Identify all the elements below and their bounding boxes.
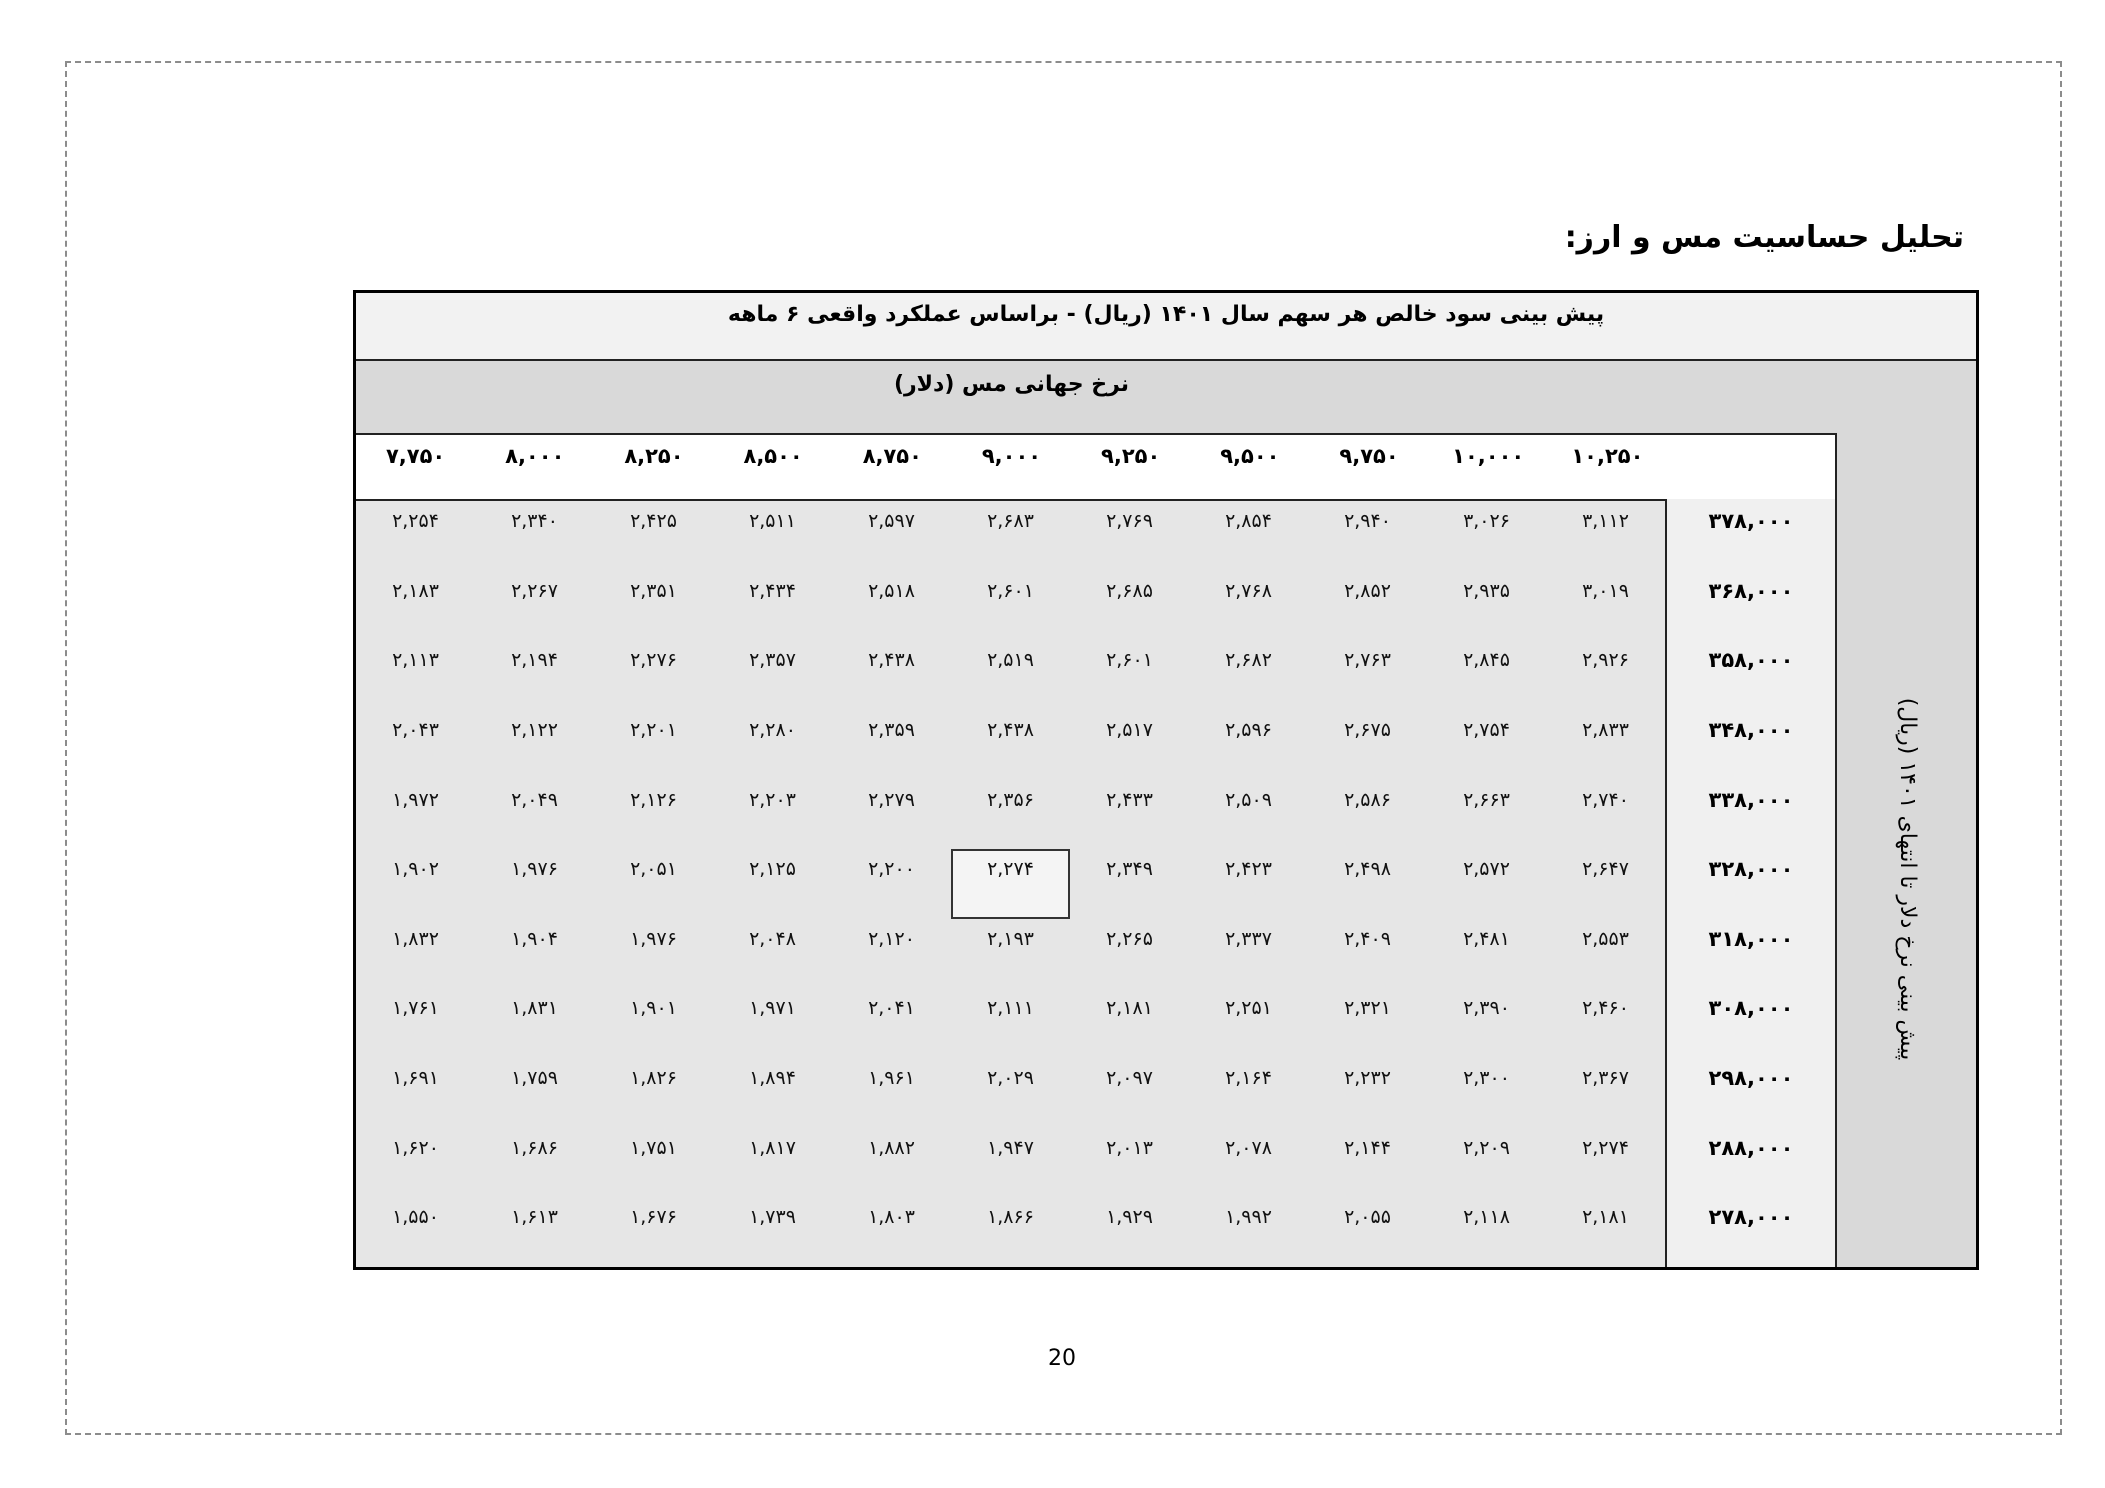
eps-cell: ۲,۵۵۳ bbox=[1582, 927, 1629, 950]
table-caption: پیش بینی سود خالص هر سهم سال ۱۴۰۱ (ریال) - براساس عملکرد واقعی ۶ ماهه bbox=[356, 293, 1976, 361]
eps-cell: ۲,۳۹۰ bbox=[1463, 997, 1510, 1020]
eps-cell: ۲,۱۹۴ bbox=[511, 649, 558, 672]
column-header-copper-price: ۸,۰۰۰ bbox=[505, 444, 565, 468]
row-axis-band bbox=[1835, 433, 1976, 1267]
column-header-copper-price: ۸,۷۵۰ bbox=[862, 444, 922, 468]
eps-cell: ۲,۳۵۷ bbox=[749, 649, 796, 672]
eps-cell: ۱,۹۰۲ bbox=[392, 858, 439, 881]
eps-cell: ۲,۲۶۷ bbox=[511, 579, 558, 602]
eps-cell: ۲,۷۶۹ bbox=[1106, 510, 1153, 532]
eps-cell: ۱,۷۶۱ bbox=[392, 997, 439, 1020]
row-header-column bbox=[1667, 499, 1835, 1267]
eps-cell: ۱,۶۹۱ bbox=[392, 1067, 439, 1090]
eps-cell: ۱,۹۶۱ bbox=[868, 1067, 915, 1090]
eps-cell: ۱,۹۷۶ bbox=[511, 858, 558, 881]
eps-cell: ۲,۶۰۱ bbox=[1106, 649, 1153, 672]
eps-cell: ۲,۷۴۰ bbox=[1582, 788, 1629, 811]
eps-cell: ۱,۶۲۰ bbox=[392, 1136, 439, 1159]
eps-cell: ۲,۵۹۶ bbox=[1225, 718, 1272, 741]
eps-cell: ۱,۸۶۶ bbox=[987, 1206, 1034, 1229]
eps-cell: ۲,۰۴۳ bbox=[392, 718, 439, 741]
eps-cell: ۲,۳۲۱ bbox=[1344, 997, 1391, 1020]
eps-cell: ۳,۰۲۶ bbox=[1463, 510, 1510, 532]
eps-cell: ۲,۱۸۳ bbox=[392, 579, 439, 602]
eps-cell: ۱,۸۰۳ bbox=[868, 1206, 915, 1229]
eps-cell: ۱,۷۵۹ bbox=[511, 1067, 558, 1090]
eps-cell: ۲,۵۹۷ bbox=[868, 510, 915, 532]
eps-cell: ۲,۹۳۵ bbox=[1463, 579, 1510, 602]
row-header-dollar-rate: ۳۰۸,۰۰۰ bbox=[1708, 996, 1794, 1021]
sensitivity-table bbox=[353, 290, 1979, 1270]
eps-cell: ۱,۹۴۷ bbox=[987, 1136, 1034, 1159]
row-header-dollar-rate: ۳۱۸,۰۰۰ bbox=[1708, 926, 1794, 951]
page-number: 20 bbox=[1048, 1346, 1076, 1371]
eps-cell: ۱,۸۳۱ bbox=[511, 997, 558, 1020]
row-header-dollar-rate: ۲۷۸,۰۰۰ bbox=[1708, 1205, 1794, 1230]
eps-cell: ۲,۴۳۳ bbox=[1106, 788, 1153, 811]
row-axis-label: پیش بینی نرخ دلار تا انتهای ۱۴۰۱ (ریال) bbox=[1894, 697, 1920, 1061]
eps-cell: ۲,۱۹۳ bbox=[987, 927, 1034, 950]
eps-cell: ۲,۱۴۴ bbox=[1344, 1136, 1391, 1159]
eps-cell: ۲,۷۶۳ bbox=[1344, 649, 1391, 672]
eps-cell: ۲,۶۸۲ bbox=[1225, 649, 1272, 672]
eps-cell: ۱,۹۷۱ bbox=[749, 997, 796, 1020]
eps-cell: ۲,۰۴۸ bbox=[749, 927, 796, 950]
eps-cell: ۱,۷۵۱ bbox=[630, 1136, 677, 1159]
eps-cell: ۲,۰۴۹ bbox=[511, 788, 558, 811]
row-header-dollar-rate: ۲۸۸,۰۰۰ bbox=[1708, 1135, 1794, 1160]
eps-cell: ۲,۵۱۹ bbox=[987, 649, 1034, 672]
eps-cell: ۲,۷۵۴ bbox=[1463, 718, 1510, 741]
column-header-copper-price: ۸,۵۰۰ bbox=[743, 444, 803, 468]
column-header-copper-price: ۹,۰۰۰ bbox=[981, 444, 1042, 468]
column-header-row bbox=[356, 433, 1835, 499]
eps-cell: ۲,۲۷۹ bbox=[868, 788, 915, 811]
eps-cell: ۲,۰۲۹ bbox=[987, 1067, 1034, 1090]
eps-cell: ۱,۹۰۱ bbox=[630, 997, 677, 1020]
eps-cell: ۱,۹۲۹ bbox=[1106, 1206, 1153, 1229]
eps-cell: ۲,۵۱۱ bbox=[749, 510, 796, 532]
eps-cell: ۲,۳۵۹ bbox=[868, 718, 915, 741]
row-header-dollar-rate: ۳۲۸,۰۰۰ bbox=[1708, 857, 1794, 882]
eps-cell: ۲,۵۸۶ bbox=[1344, 788, 1391, 811]
eps-cell: ۱,۵۵۰ bbox=[392, 1206, 439, 1229]
eps-cell: ۱,۹۰۴ bbox=[511, 927, 558, 950]
data-grid bbox=[356, 499, 1667, 1267]
column-header-copper-price: ۱۰,۰۰۰ bbox=[1452, 444, 1525, 468]
eps-cell: ۲,۵۱۷ bbox=[1106, 718, 1153, 741]
eps-cell: ۱,۶۷۶ bbox=[630, 1206, 677, 1229]
eps-cell: ۲,۱۱۸ bbox=[1463, 1206, 1510, 1229]
eps-cell: ۲,۳۴۹ bbox=[1106, 858, 1153, 881]
eps-cell: ۲,۴۳۴ bbox=[749, 579, 796, 602]
eps-cell: ۱,۸۲۶ bbox=[630, 1067, 677, 1090]
eps-cell: ۲,۱۲۲ bbox=[511, 718, 558, 741]
eps-cell: ۲,۳۶۷ bbox=[1582, 1067, 1629, 1090]
row-header-dollar-rate: ۳۴۸,۰۰۰ bbox=[1708, 717, 1794, 742]
eps-cell: ۲,۲۰۰ bbox=[868, 858, 915, 881]
eps-cell: ۲,۱۱۱ bbox=[987, 997, 1034, 1020]
eps-cell: ۱,۷۳۹ bbox=[749, 1206, 796, 1229]
eps-cell-base-case: ۲,۲۷۴ bbox=[951, 849, 1070, 919]
eps-cell: ۳,۱۱۲ bbox=[1582, 510, 1629, 532]
eps-cell: ۲,۱۲۰ bbox=[868, 927, 915, 950]
eps-cell: ۲,۳۰۰ bbox=[1463, 1067, 1510, 1090]
eps-cell: ۲,۲۷۴ bbox=[1582, 1136, 1629, 1159]
eps-cell: ۲,۰۴۱ bbox=[868, 997, 915, 1020]
eps-cell: ۲,۹۴۰ bbox=[1344, 510, 1391, 532]
eps-cell: ۲,۴۰۹ bbox=[1344, 927, 1391, 950]
column-header-copper-price: ۸,۲۵۰ bbox=[624, 444, 684, 468]
eps-cell: ۲,۸۵۴ bbox=[1225, 510, 1272, 532]
eps-cell: ۲,۵۰۹ bbox=[1225, 788, 1272, 811]
eps-cell: ۲,۶۷۵ bbox=[1344, 718, 1391, 741]
column-axis-label: نرخ جهانی مس (دلار) bbox=[893, 372, 1130, 397]
eps-cell: ۲,۲۷۶ bbox=[630, 649, 677, 672]
eps-cell: ۲,۲۵۱ bbox=[1225, 997, 1272, 1020]
eps-cell: ۲,۸۳۳ bbox=[1582, 718, 1629, 741]
eps-cell: ۲,۲۰۱ bbox=[630, 718, 677, 741]
eps-cell: ۲,۱۶۴ bbox=[1225, 1067, 1272, 1090]
eps-cell: ۲,۸۵۲ bbox=[1344, 579, 1391, 602]
eps-cell: ۲,۷۶۸ bbox=[1225, 579, 1272, 602]
eps-cell: ۲,۴۸۱ bbox=[1463, 927, 1510, 950]
eps-cell: ۲,۸۴۵ bbox=[1463, 649, 1510, 672]
eps-cell: ۲,۰۷۸ bbox=[1225, 1136, 1272, 1159]
eps-cell: ۲,۶۸۵ bbox=[1106, 579, 1153, 602]
eps-cell: ۲,۴۲۵ bbox=[630, 510, 677, 532]
row-header-dollar-rate: ۳۵۸,۰۰۰ bbox=[1708, 648, 1794, 673]
eps-cell: ۲,۶۸۳ bbox=[987, 510, 1034, 532]
eps-cell: ۲,۰۵۱ bbox=[630, 858, 677, 881]
row-header-dollar-rate: ۳۳۸,۰۰۰ bbox=[1708, 787, 1794, 812]
column-header-copper-price: ۹,۵۰۰ bbox=[1220, 444, 1280, 468]
column-header-copper-price: ۹,۷۵۰ bbox=[1339, 444, 1399, 468]
eps-cell: ۲,۶۰۱ bbox=[987, 579, 1034, 602]
eps-cell: ۲,۲۵۴ bbox=[392, 510, 439, 532]
eps-cell: ۲,۱۱۳ bbox=[392, 649, 439, 672]
column-header-copper-price: ۹,۲۵۰ bbox=[1101, 444, 1161, 468]
eps-cell: ۲,۵۷۲ bbox=[1463, 858, 1510, 881]
eps-cell: ۱,۸۳۲ bbox=[392, 927, 439, 950]
eps-cell: ۲,۱۸۱ bbox=[1106, 997, 1153, 1020]
eps-cell: ۱,۶۸۶ bbox=[511, 1136, 558, 1159]
eps-cell: ۱,۹۷۶ bbox=[630, 927, 677, 950]
eps-cell: ۲,۴۳۸ bbox=[987, 718, 1034, 741]
row-header-dollar-rate: ۳۶۸,۰۰۰ bbox=[1708, 578, 1794, 603]
eps-cell: ۲,۳۵۱ bbox=[630, 579, 677, 602]
eps-cell: ۲,۳۳۷ bbox=[1225, 927, 1272, 950]
eps-cell: ۲,۱۲۵ bbox=[749, 858, 796, 881]
eps-cell: ۱,۸۹۴ bbox=[749, 1067, 796, 1090]
eps-cell: ۲,۶۶۳ bbox=[1463, 788, 1510, 811]
eps-cell: ۲,۱۲۶ bbox=[630, 788, 677, 811]
column-header-copper-price: ۱۰,۲۵۰ bbox=[1571, 444, 1644, 468]
column-header-grid bbox=[356, 435, 1667, 499]
eps-cell: ۲,۰۹۷ bbox=[1106, 1067, 1153, 1090]
column-axis-band bbox=[356, 361, 1976, 433]
eps-cell: ۲,۶۴۷ bbox=[1582, 858, 1629, 881]
section-title: تحلیل حساسیت مس و ارز: bbox=[1564, 220, 1964, 255]
eps-cell: ۲,۰۱۳ bbox=[1106, 1136, 1153, 1159]
eps-cell: ۲,۲۰۹ bbox=[1463, 1136, 1510, 1159]
eps-cell: ۲,۳۴۰ bbox=[511, 510, 558, 532]
eps-cell: ۲,۲۸۰ bbox=[749, 718, 796, 741]
eps-cell: ۲,۴۳۸ bbox=[868, 649, 915, 672]
eps-cell: ۲,۰۵۵ bbox=[1344, 1206, 1391, 1229]
column-header-copper-price: ۷,۷۵۰ bbox=[385, 444, 446, 468]
eps-cell: ۲,۴۶۰ bbox=[1582, 997, 1629, 1020]
eps-cell: ۲,۴۲۳ bbox=[1225, 858, 1272, 881]
eps-cell: ۱,۹۹۲ bbox=[1225, 1206, 1272, 1229]
eps-cell: ۱,۸۱۷ bbox=[749, 1136, 796, 1159]
eps-cell: ۲,۱۸۱ bbox=[1582, 1206, 1629, 1229]
row-header-dollar-rate: ۳۷۸,۰۰۰ bbox=[1708, 509, 1794, 533]
eps-cell: ۱,۸۸۲ bbox=[868, 1136, 915, 1159]
eps-cell: ۱,۶۱۳ bbox=[511, 1206, 558, 1229]
eps-cell: ۱,۹۷۲ bbox=[392, 788, 439, 811]
eps-cell: ۲,۹۲۶ bbox=[1582, 649, 1629, 672]
eps-cell: ۲,۵۱۸ bbox=[868, 579, 915, 602]
eps-cell: ۲,۲۶۵ bbox=[1106, 927, 1153, 950]
eps-cell: ۲,۲۳۲ bbox=[1344, 1067, 1391, 1090]
eps-cell: ۲,۲۰۳ bbox=[749, 788, 796, 811]
eps-cell: ۲,۳۵۶ bbox=[987, 788, 1034, 811]
eps-cell: ۲,۴۹۸ bbox=[1344, 858, 1391, 881]
row-header-dollar-rate: ۲۹۸,۰۰۰ bbox=[1708, 1066, 1794, 1091]
eps-cell: ۳,۰۱۹ bbox=[1582, 579, 1629, 602]
